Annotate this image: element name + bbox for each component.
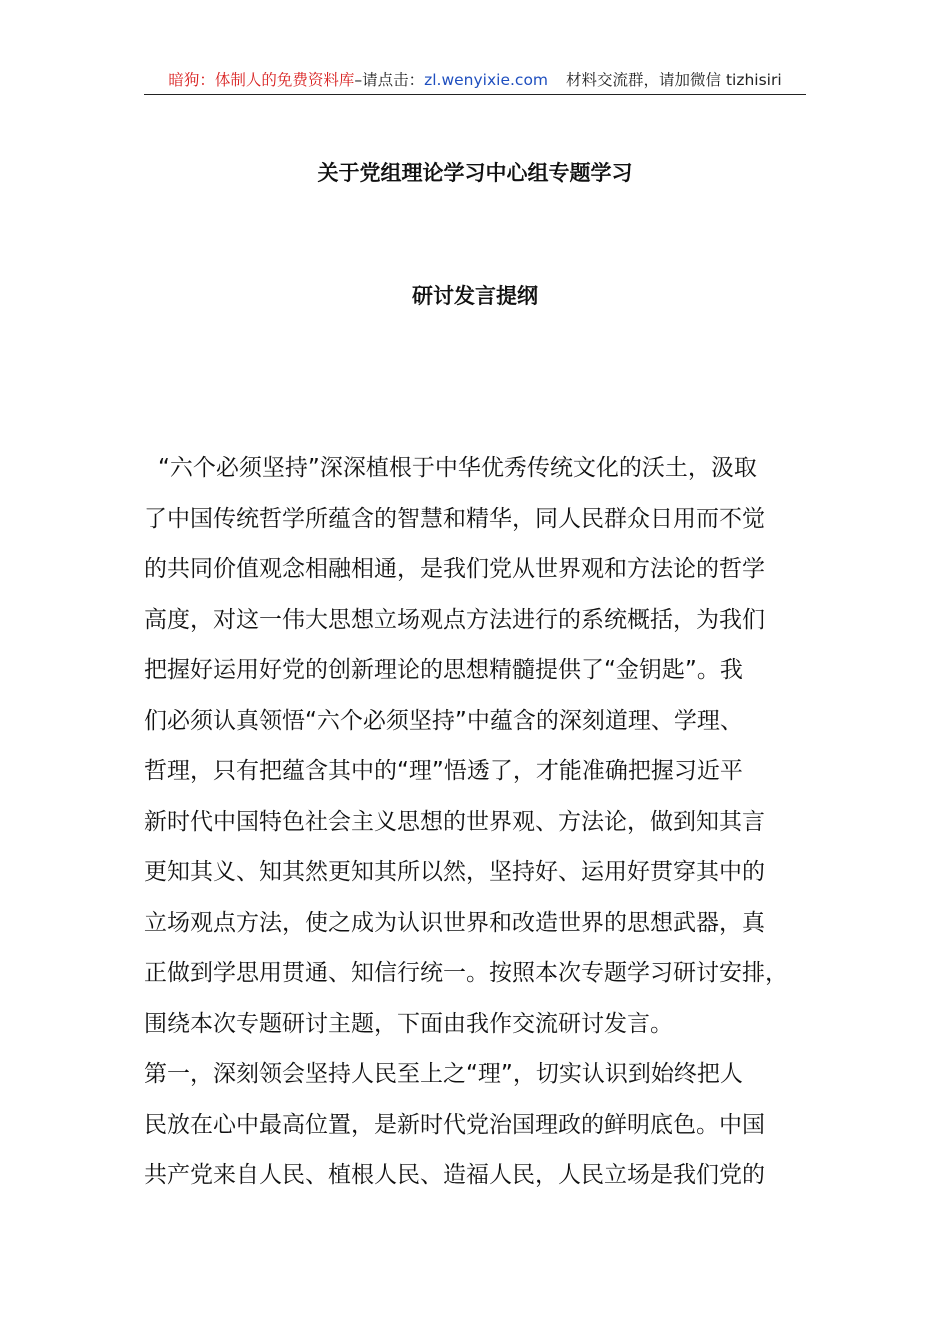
body-line: 的共同价值观念相融相通，是我们党从世界观和方法论的哲学 [144, 556, 765, 582]
body-line: “六个必须坚持”深深植根于中华优秀传统文化的沃土，汲取 [158, 455, 757, 481]
header-brand: 暗狗：体制人的免费资料库 [168, 71, 355, 89]
body-line: 第一，深刻领会坚持人民至上之“理”，切实认识到始终把人 [144, 1061, 743, 1087]
document-title: 关于党组理论学习中心组专题学习 [317, 161, 633, 185]
header-click-prompt: –请点击： [354, 71, 425, 89]
body-line: 正做到学思用贯通、知信行统一。按照本次专题学习研讨安排， [144, 960, 788, 986]
body-line: 新时代中国特色社会主义思想的世界观、方法论，做到知其言 [144, 808, 765, 835]
page-header [144, 66, 806, 95]
body-line: 共产党来自人民、植根人民、造福人民，人民立场是我们党的 [144, 1162, 765, 1188]
body-text [144, 443, 824, 1201]
body-line: 围绕本次专题研讨主题，下面由我作交流研讨发言。 [144, 1010, 673, 1037]
body-line: 高度，对这一伟大思想立场观点方法进行的系统概括，为我们 [144, 606, 765, 633]
body-line: 更知其义、知其然更知其所以然，坚持好、运用好贯穿其中的 [144, 859, 765, 885]
body-line: 把握好运用好党的创新理论的思想精髓提供了“金钥匙”。我 [144, 657, 743, 683]
body-line: 们必须认真领悟“六个必须坚持”中蕴含的深刻道理、学理、 [144, 707, 743, 734]
body-line: 立场观点方法，使之成为认识世界和改造世界的思想武器，真 [144, 909, 765, 936]
body-line: 哲理，只有把蕴含其中的“理”悟透了，才能准确把握习近平 [144, 758, 743, 784]
body-line: 了中国传统哲学所蕴含的智慧和精华，同人民群众日用而不觉 [144, 505, 765, 532]
body-line: 民放在心中最高位置，是新时代党治国理政的鲜明底色。中国 [144, 1111, 765, 1138]
header-url-link[interactable]: zl.wenyixie.com [424, 71, 549, 89]
document-subtitle: 研讨发言提纲 [412, 284, 538, 308]
header-group-text: 材料交流群，请加微信 tizhisiri [566, 71, 782, 89]
